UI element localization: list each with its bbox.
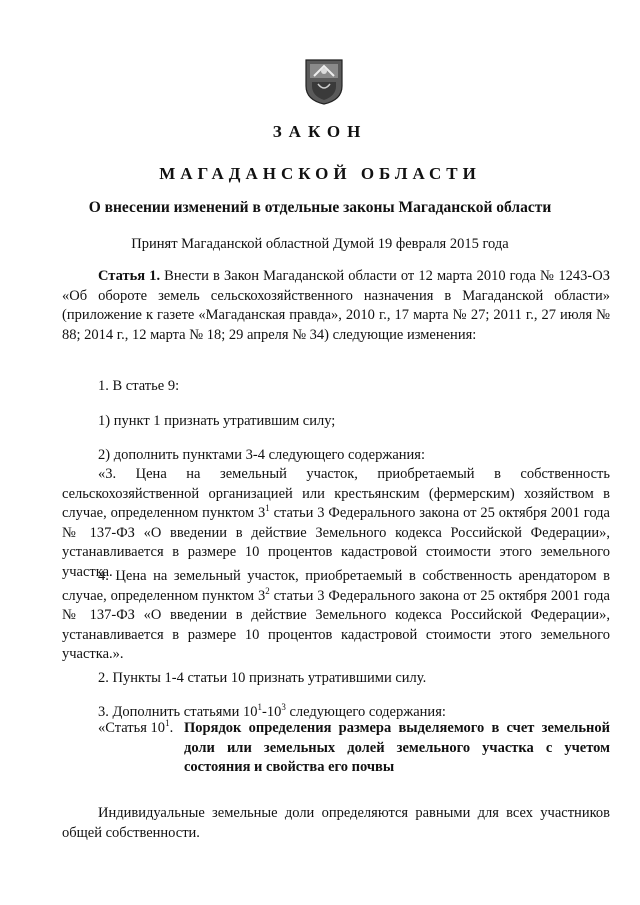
clause-3-sup: 1: [265, 503, 270, 513]
clause-4-sup: 2: [265, 585, 270, 596]
clause-4-text-a: 4. Цена на земельный участок, приобретаемый в собственность арендатором в случае, определенном пунктом 3: [62, 568, 610, 604]
law-title: ЗАКОН: [272, 122, 368, 141]
clause-4-text-b: статьи 3 Федерального закона от 25 октября 2001 года № 137-ФЗ «О введении в действие Земельного кодекса Российской Федерации», устанавливается в размере 10 процентов кадастровой стоимости этого земельного участка.».: [62, 587, 610, 662]
item-1-2: 2) дополнить пунктами 3-4 следующего содержания:: [98, 447, 426, 463]
region-title: МАГАДАНСКОЙ ОБЛАСТИ: [159, 164, 481, 183]
article-10-1-title: Порядок определения размера выделяемого в счет земельной доли или земельных долей земельного участка с учетом состояния и свойства его почвы: [184, 720, 610, 775]
item-1: 1. В статье 9:: [98, 378, 180, 394]
item-3-sup-1: 1: [257, 702, 262, 712]
coat-of-arms-emblem: [304, 56, 344, 106]
article-10-1-text: Индивидуальные земельные доли определяются равными для всех участников общей собственности.: [62, 805, 610, 841]
item-1-1: 1) пункт 1 признать утратившим силу;: [98, 413, 336, 429]
clause-3-text-a: «3. Цена на земельный участок, приобретаемый в собственность сельскохозяйственной организацией или крестьянским (фермерским) хозяйством в случае, определенном пунктом 3: [62, 466, 610, 521]
clause-3-paragraph: [62, 465, 610, 582]
item-3-text-mid: -10: [261, 704, 282, 720]
item-3-sup-2: 3: [281, 702, 286, 712]
article-1-label: Статья 1.: [98, 268, 161, 284]
adoption-line: Принят Магаданской областной Думой 19 февраля 2015 года: [131, 236, 509, 252]
item-3-text-b: следующего содержания:: [285, 704, 446, 720]
law-subtitle: О внесении изменений в отдельные законы Магаданской области: [88, 199, 552, 216]
article-1-text: Внести в Закон Магаданской области от 12 марта 2010 года № 1243-ОЗ «Об обороте земель сельскохозяйственного назначения в Магаданской области» (приложение к газете «Магаданская правда», 2010 г., 17 марта № 27; 2011 г., 27 июля № 88; 2014 г., 12 марта № 18; 29 апреля № 34) следующие изменения:: [62, 268, 610, 343]
item-3-text-a: 3. Дополнить статьями 10: [98, 704, 258, 720]
clause-3-text-b: статьи 3 Федерального закона от 25 октября 2001 года № 137-ФЗ «О введении в действие Земельного кодекса Российской Федерации», устанавливается в размере 10 процентов кадастровой стоимости этого земельного участка.: [62, 505, 610, 580]
article-1-paragraph: [62, 267, 610, 345]
clause-4-paragraph: [62, 567, 610, 665]
item-2: 2. Пункты 1-4 статьи 10 признать утратившими силу.: [98, 670, 427, 686]
article-10-1-label: «Статья $10^1$.: [98, 718, 174, 736]
